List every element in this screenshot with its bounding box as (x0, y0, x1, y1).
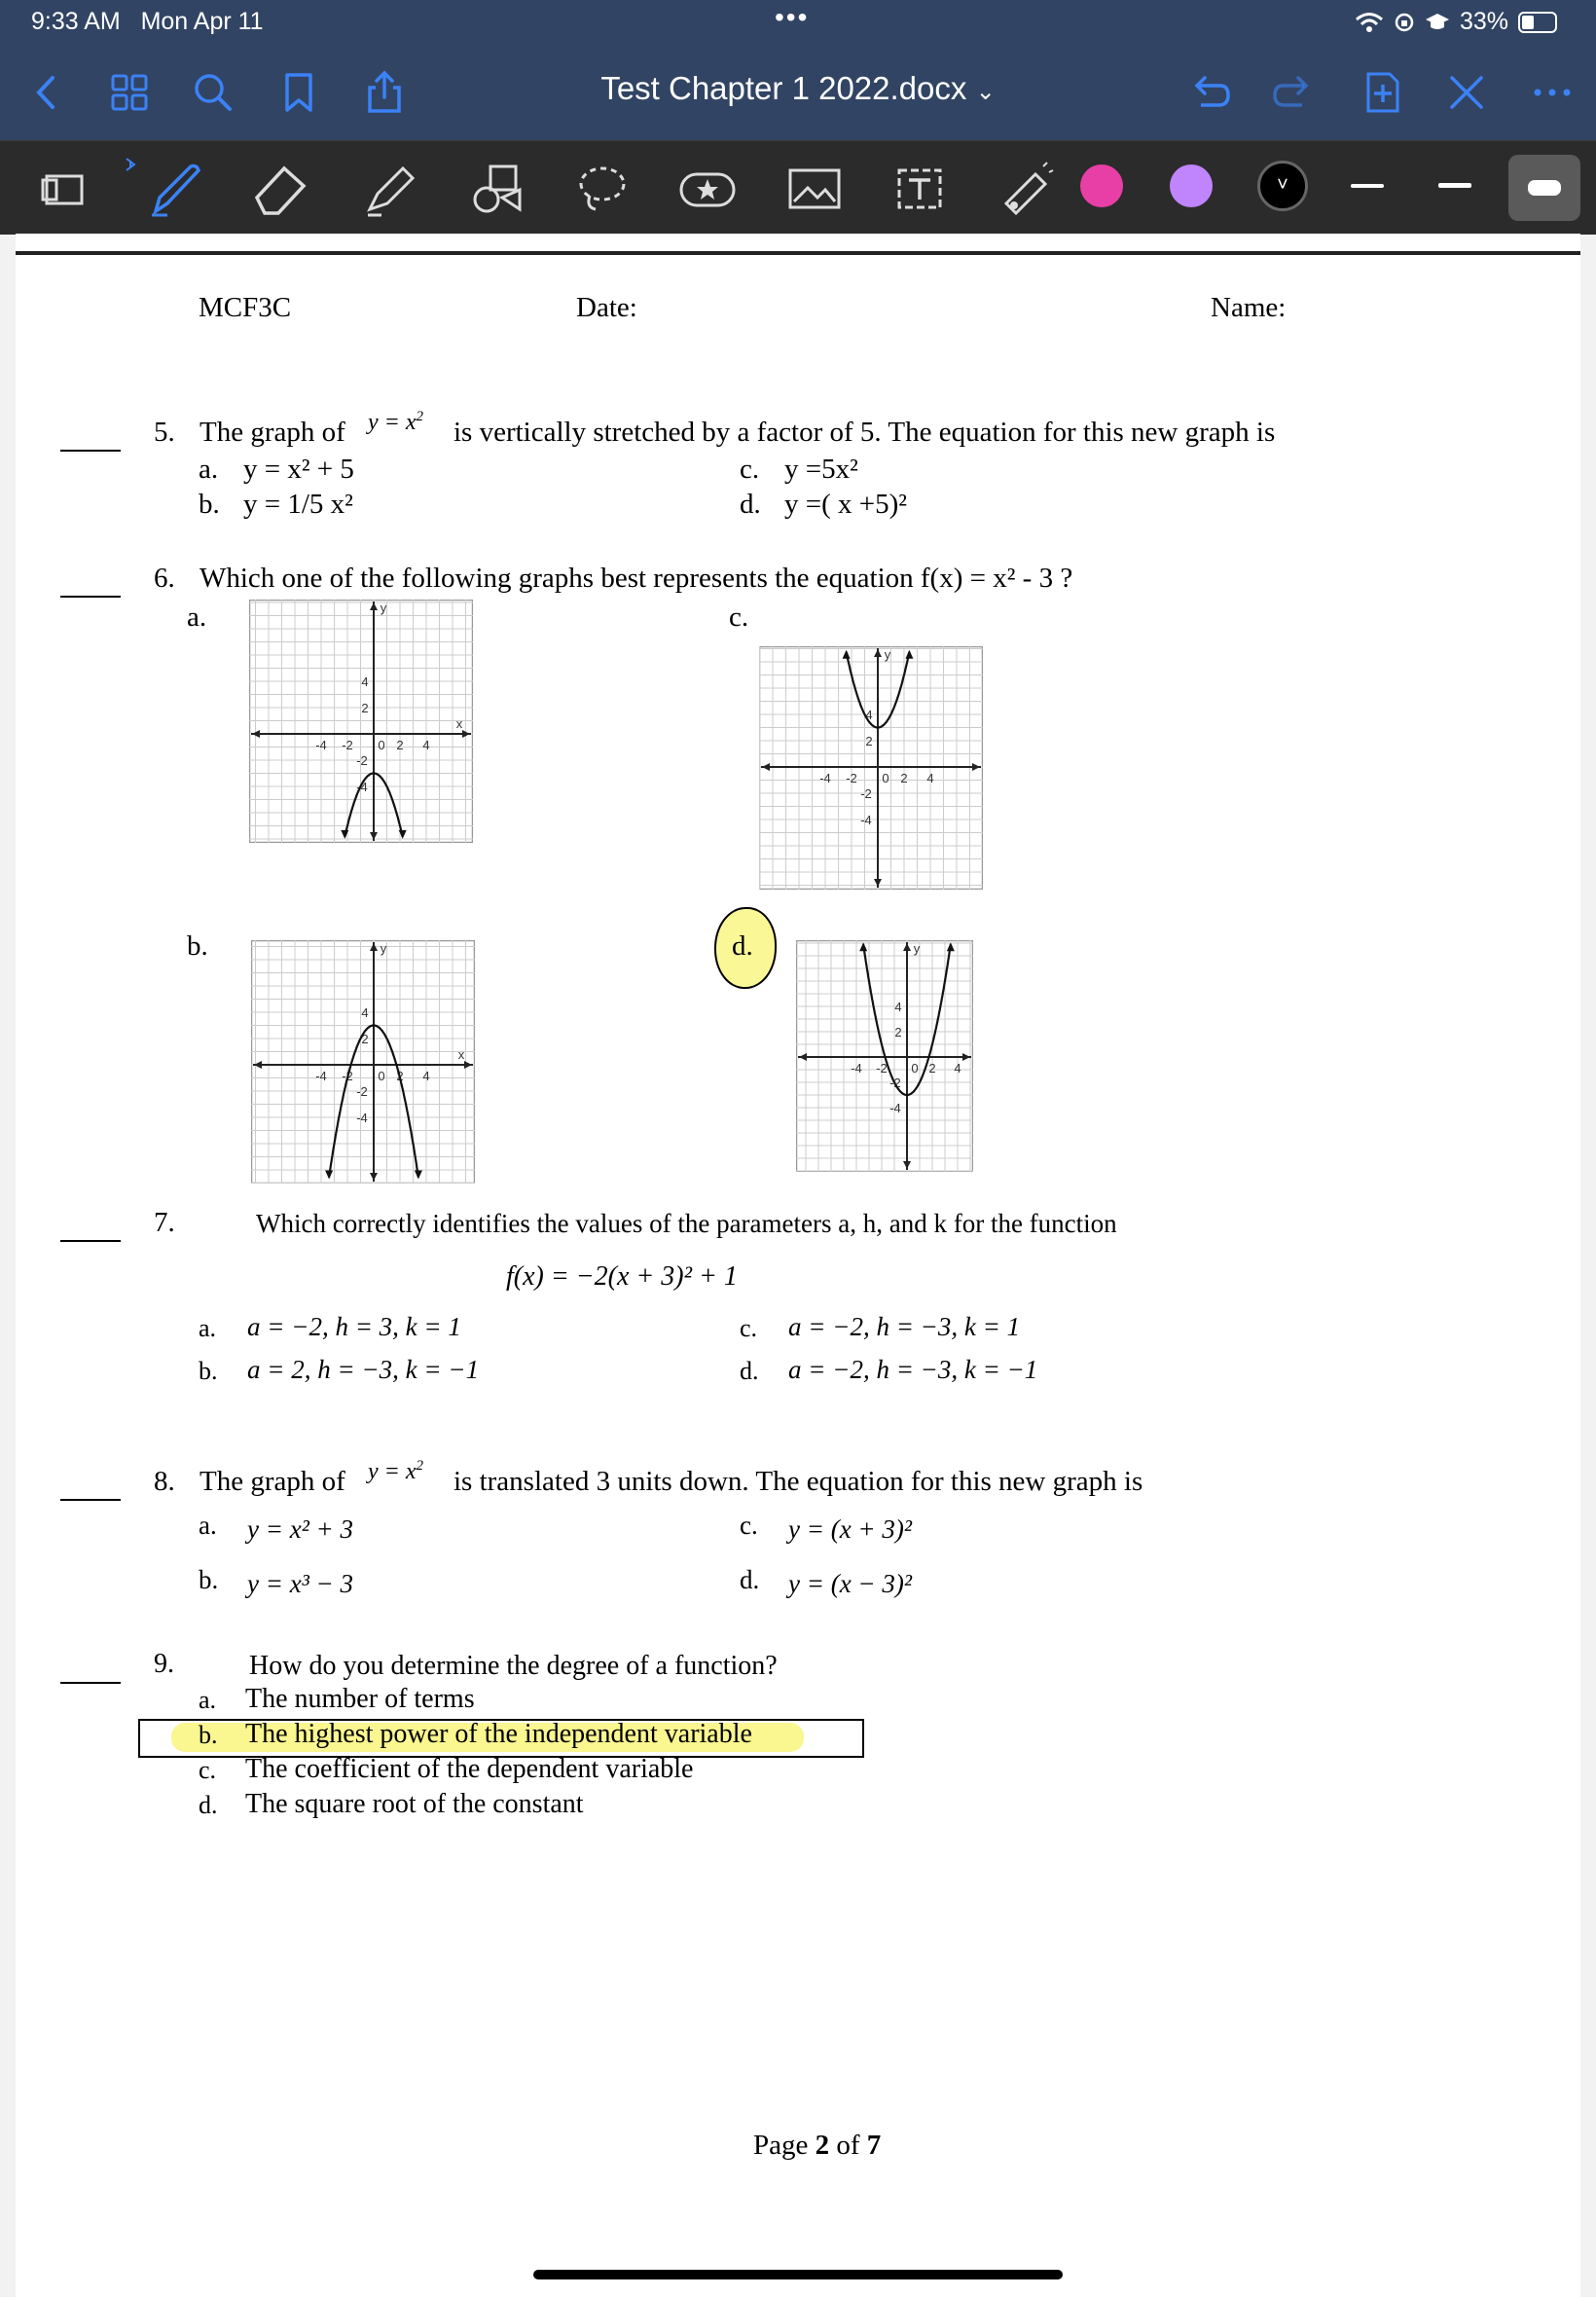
tick-label-y-2: 2 (361, 701, 369, 715)
tick-label-x-2: 2 (396, 738, 404, 752)
q8-option-a-label: a. (199, 1511, 217, 1540)
q7-option-c: a = −2, h = −3, k = 1 (788, 1312, 1021, 1341)
q5-option-a: y = x² + 5 (243, 454, 354, 485)
text-box-tool-icon[interactable] (886, 155, 954, 223)
tick-label-x-4: 4 (926, 771, 934, 785)
wifi-icon (1355, 12, 1384, 33)
q7-question: Which correctly identifies the values of the parameters a, h, and k for the function (256, 1209, 1117, 1238)
q5-option-b-label: b. (199, 489, 220, 520)
tick-label-y-2: 2 (865, 734, 873, 748)
axis-label-x: x (455, 716, 463, 731)
answer-blank-q9[interactable] (60, 1682, 121, 1684)
q6-number: 6. (154, 563, 175, 594)
q8-option-c: y = (x + 3)² (788, 1514, 912, 1544)
graph-option-a (249, 600, 473, 843)
q5-option-c: y =5x² (784, 454, 858, 485)
q5-equation: $y = x^2$ (368, 409, 423, 435)
home-indicator[interactable] (533, 2270, 1063, 2279)
close-editing-icon[interactable] (1442, 68, 1491, 117)
name-label: Name: (1211, 292, 1287, 323)
answer-blank-q7[interactable] (60, 1240, 121, 1242)
q9-option-d: The square root of the constant (245, 1789, 584, 1819)
status-time: 9:33 AM Mon Apr 11 (31, 8, 264, 35)
q9-option-c-label: c. (199, 1756, 217, 1784)
q9-question: How do you determine the degree of a function? (249, 1651, 778, 1681)
stamp-tool-icon[interactable] (673, 155, 742, 223)
tick-label-y-4: 4 (361, 675, 369, 689)
tick-label-x-4: 4 (422, 1069, 430, 1083)
q5-option-c-label: c. (740, 454, 760, 485)
annotation-toolbar (0, 140, 1596, 235)
graph-option-b (251, 940, 475, 1184)
axis-label-y: y (884, 647, 891, 662)
q5-suffix: is vertically stretched by a factor of 5. The equation for this new graph is (453, 417, 1276, 448)
page-number: Page 2 of 7 (753, 2130, 882, 2161)
q6-option-b-label: b. (187, 930, 208, 962)
document-page[interactable] (16, 255, 1580, 2297)
battery-percent: 33% (1459, 8, 1508, 35)
tick-label-origin: 0 (378, 738, 385, 752)
q9-option-a-label: a. (199, 1686, 217, 1714)
q8-prefix: The graph of (200, 1466, 345, 1497)
more-options-icon[interactable] (1528, 68, 1577, 117)
q8-option-a: y = x² + 3 (247, 1514, 354, 1544)
q6-option-c-label: c. (729, 602, 749, 633)
q8-option-d: y = (x − 3)² (788, 1569, 912, 1598)
image-tool-icon[interactable] (780, 155, 849, 223)
tick-label-x-4: 4 (422, 738, 430, 752)
course-code: MCF3C (199, 292, 292, 323)
q6-question: Which one of the following graphs best represents the equation f(x) = x² - 3 ? (200, 563, 1073, 594)
q5-option-d-label: d. (740, 489, 761, 520)
highlighter-tool-icon[interactable] (356, 155, 424, 223)
answer-blank-q8[interactable] (60, 1499, 121, 1501)
status-icons (1355, 8, 1557, 36)
tick-label-y-neg2: -2 (860, 786, 872, 801)
q8-option-d-label: d. (740, 1565, 760, 1594)
q7-option-c-label: c. (740, 1314, 758, 1342)
graph-option-c (759, 646, 983, 890)
read-only-mode-icon[interactable] (29, 155, 97, 223)
tick-label-y-2: 2 (361, 1032, 369, 1046)
tick-label-x-4: 4 (954, 1061, 961, 1076)
q6-option-a-label: a. (187, 602, 207, 633)
graph-option-d (796, 940, 973, 1172)
pink-color-swatch[interactable] (1080, 164, 1123, 207)
axis-label-y: y (380, 941, 387, 956)
graduation-cap-icon (1425, 12, 1450, 33)
orientation-lock-icon (1394, 12, 1415, 33)
q9-option-b: The highest power of the independent variable (245, 1719, 752, 1749)
tick-label-x-2: 2 (396, 1069, 404, 1083)
q9-option-a: The number of terms (245, 1684, 475, 1714)
tick-label-x-neg2: -2 (342, 738, 353, 752)
tick-label-y-2: 2 (894, 1025, 902, 1039)
multitasking-dots-icon[interactable]: ••• (775, 2, 810, 32)
status-bar (0, 0, 1596, 47)
q6-option-d-label: d. (732, 930, 753, 962)
battery-icon (1518, 12, 1557, 33)
thin-stroke-option[interactable] (1351, 184, 1384, 188)
axis-label-x: x (457, 1047, 465, 1062)
q5-option-d: y =( x +5)² (784, 489, 907, 520)
medium-stroke-option[interactable] (1438, 183, 1471, 188)
tick-label-y-neg2: -2 (889, 1076, 901, 1090)
tick-label-y-4: 4 (865, 708, 873, 722)
tick-label-y-neg4: -4 (889, 1101, 901, 1115)
tick-label-y-neg4: -4 (860, 813, 872, 827)
q9-option-d-label: d. (199, 1791, 218, 1819)
thick-stroke-option-selected[interactable] (1508, 155, 1580, 221)
q8-option-c-label: c. (740, 1511, 758, 1540)
tick-label-x-neg4: -4 (315, 738, 327, 752)
q8-option-b-label: b. (199, 1565, 219, 1594)
axis-label-y: y (380, 601, 387, 615)
tick-label-y-neg4: -4 (356, 780, 368, 794)
tick-label-y-4: 4 (361, 1005, 369, 1020)
black-color-swatch-selected[interactable]: ˅ (1257, 161, 1308, 211)
q5-option-b: y = 1/5 x² (243, 489, 353, 520)
q5-number: 5. (154, 417, 175, 448)
tick-label-y-neg2: -2 (356, 753, 368, 768)
q8-option-b: y = x³ − 3 (247, 1569, 354, 1598)
q9-option-b-label: b. (199, 1721, 218, 1749)
q7-option-a-label: a. (199, 1314, 217, 1342)
undo-icon[interactable] (1185, 68, 1234, 117)
tick-label-x-neg4: -4 (851, 1061, 862, 1076)
eraser-tool-icon[interactable] (245, 155, 313, 223)
tick-label-x-neg2: -2 (342, 1069, 353, 1083)
answer-blank-q6[interactable] (60, 596, 121, 598)
tick-label-y-neg2: -2 (356, 1084, 368, 1099)
tick-label-x-2: 2 (900, 771, 908, 785)
q8-equation: $y = x^2$ (368, 1458, 423, 1484)
tick-label-x-neg2: -2 (876, 1061, 888, 1076)
lasso-tool-icon[interactable] (568, 155, 636, 223)
q8-suffix: is translated 3 units down. The equation for this new graph is (453, 1466, 1143, 1497)
answer-blank-q5[interactable] (60, 450, 121, 452)
q7-function: f(x) = −2(x + 3)² + 1 (506, 1261, 738, 1292)
tick-label-x-2: 2 (928, 1061, 936, 1076)
tick-label-origin: 0 (911, 1061, 919, 1076)
axis-label-y: y (913, 941, 921, 956)
q7-option-d-label: d. (740, 1357, 759, 1385)
q5-prefix: The graph of (200, 417, 345, 448)
tick-label-x-neg4: -4 (315, 1069, 327, 1083)
tick-label-x-neg4: -4 (819, 771, 831, 785)
tick-label-y-4: 4 (894, 1000, 902, 1014)
lavender-color-swatch[interactable] (1170, 164, 1213, 207)
tick-label-x-neg2: -2 (846, 771, 857, 785)
title-bar (0, 47, 1596, 140)
q7-option-d: a = −2, h = −3, k = −1 (788, 1355, 1038, 1384)
add-page-icon[interactable] (1359, 68, 1407, 117)
q7-option-b-label: b. (199, 1357, 218, 1385)
q5-option-a-label: a. (199, 454, 219, 485)
q7-option-b: a = 2, h = −3, k = −1 (247, 1355, 480, 1384)
q9-option-c: The coefficient of the dependent variable (245, 1754, 694, 1784)
tick-label-origin: 0 (882, 771, 889, 785)
q8-number: 8. (154, 1466, 175, 1497)
pen-tool-icon[interactable] (142, 155, 210, 223)
tick-label-y-neg4: -4 (356, 1111, 368, 1125)
q7-option-a: a = −2, h = 3, k = 1 (247, 1312, 461, 1341)
q9-number: 9. (154, 1649, 174, 1679)
tick-label-origin: 0 (378, 1069, 385, 1083)
document-title[interactable]: Test Chapter 1 2022.docx ⌄ (600, 70, 996, 106)
redo-icon[interactable] (1269, 68, 1318, 117)
shapes-tool-icon[interactable] (463, 155, 531, 223)
previous-page-edge (16, 234, 1580, 255)
laser-pointer-icon[interactable] (993, 155, 1061, 223)
date-label: Date: (576, 292, 637, 323)
q7-number: 7. (154, 1207, 175, 1238)
graph-frame (252, 941, 475, 1184)
